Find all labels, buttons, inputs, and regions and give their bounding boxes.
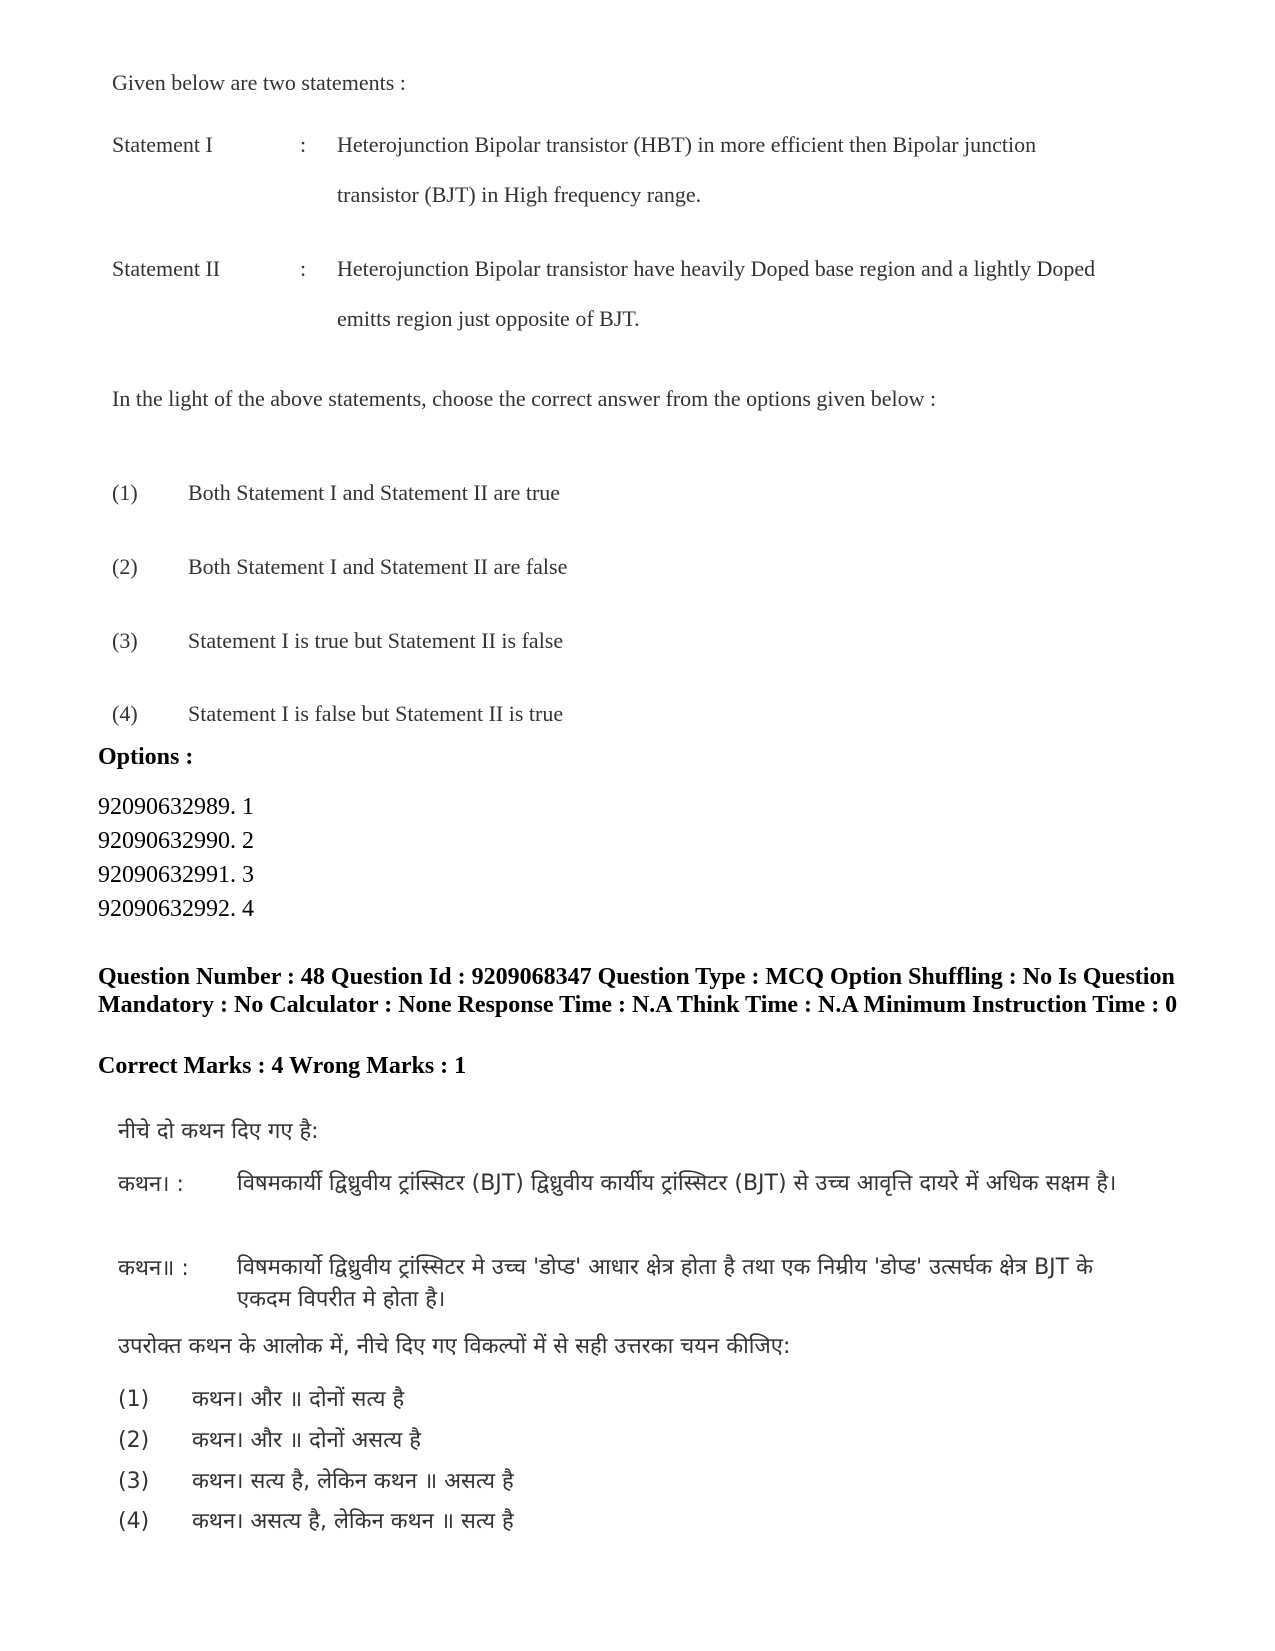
- choice-3-number: (3): [112, 628, 138, 653]
- question-intro: Given below are two statements :: [112, 70, 406, 95]
- question-instruction: In the light of the above statements, choose the correct answer from the options given below :: [112, 386, 937, 411]
- option-item: 92090632992. 4: [98, 896, 254, 922]
- statement-2-colon: :: [300, 256, 307, 281]
- hindi-choice-3-text: कथन। सत्य है, लेकिन कथन ॥ असत्य है: [192, 1469, 514, 1494]
- question-metadata: Question Number : 48 Question Id : 9209068347 Question Type : MCQ Option Shuffling : No Is Question Mandatory : No Calculator : None Response Time : N.A Think Time : N.A Minimum Instruction Time : 0: [98, 964, 1178, 1018]
- option-item: 92090632990. 2: [98, 828, 254, 854]
- choice-3-text: Statement I is true but Statement II is false: [188, 628, 564, 653]
- hindi-choice-2-number: (2): [118, 1428, 150, 1453]
- choice-2-text: Both Statement I and Statement II are false: [188, 554, 568, 579]
- hindi-question-instruction: उपरोक्त कथन के आलोक में, नीचे दिए गए विकल्पों में से सही उत्तरका चयन कीजिए:: [118, 1334, 791, 1359]
- options-heading: Options :: [98, 744, 194, 770]
- option-item: 92090632989. 1: [98, 794, 254, 820]
- hindi-statement-2-label: कथन॥ :: [118, 1256, 189, 1281]
- choice-4-number: (4): [112, 701, 138, 726]
- statement-1-text: Heterojunction Bipolar transistor (HBT) in more efficient then Bipolar junction transistor (BJT) in High frequency range.: [337, 132, 1037, 207]
- marks-info: Correct Marks : 4 Wrong Marks : 1: [98, 1053, 467, 1079]
- choice-1-text: Both Statement I and Statement II are true: [188, 480, 561, 505]
- statement-2-label: Statement II: [112, 256, 221, 281]
- statement-1-label: Statement I: [112, 132, 213, 157]
- option-item: 92090632991. 3: [98, 862, 254, 888]
- hindi-choice-2-text: कथन। और ॥ दोनों असत्य है: [192, 1428, 421, 1453]
- hindi-statement-2-text: विषमकार्यो द्विध्रुवीय ट्रांस्सिटर मे उच्च 'डोप्ड' आधार क्षेत्र होता है तथा एक निम्रीय 'डोप्ड' उत्सर्घक क्षेत्र BJT के एकदम विपरीत मे होता है।: [237, 1255, 1093, 1312]
- hindi-choice-1-text: कथन। और ॥ दोनों सत्य है: [192, 1387, 405, 1412]
- statement-2-text: Heterojunction Bipolar transistor have heavily Doped base region and a lightly Doped emitts region just opposite of BJT.: [337, 256, 1096, 331]
- hindi-question-intro: नीचे दो कथन दिए गए है:: [118, 1119, 319, 1144]
- choice-2-number: (2): [112, 554, 138, 579]
- hindi-statement-1-label: कथन। :: [118, 1172, 184, 1197]
- hindi-choice-4-text: कथन। असत्य है, लेकिन कथन ॥ सत्य है: [192, 1509, 514, 1534]
- hindi-choice-1-number: (1): [118, 1387, 150, 1412]
- hindi-choice-4-number: (4): [118, 1509, 150, 1534]
- choice-1-number: (1): [112, 480, 138, 505]
- hindi-statement-1-text: विषमकार्यी द्विध्रुवीय ट्रांस्सिटर (BJT) द्विध्रुवीय कार्यीय ट्रांस्सिटर (BJT) से उच्च आवृत्ति दायरे में अधिक सक्षम है।: [237, 1171, 1117, 1196]
- hindi-choice-3-number: (3): [118, 1469, 150, 1494]
- options-list: [98, 790, 254, 926]
- statement-1-colon: :: [300, 132, 307, 157]
- choice-4-text: Statement I is false but Statement II is true: [188, 701, 564, 726]
